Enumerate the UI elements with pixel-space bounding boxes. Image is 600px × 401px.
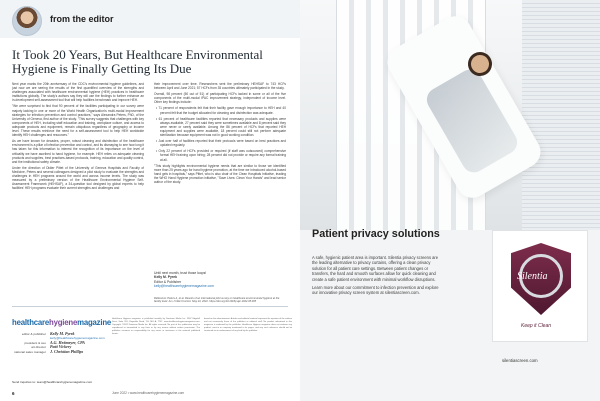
silentia-logo [492,230,588,342]
finding-text: 71 percent of respondents felt that their facility gave enough importance to HEH and 40 percent felt that the budget allocated for cleaning and disinfection was adequate. [158,106,286,115]
finding-bullet: • 61 percent of healthcare facilities reported that necessary products and supplies were always available, 27 percent said they were sometimes available and 8 percent said they were never or rarely available. Among the 86 percent of HCFs that reported HEH equipment and supplies were available, 18 percent could still not perform adequate sterilization because equipment was not in good working condition. [156,116,286,138]
staff-role: editor & publisher [21,332,46,336]
advertiser-url-link[interactable]: silentiascreen.com [502,358,538,363]
ad-headline: Patient privacy solutions [312,228,440,240]
staff-name: Patti Vickery [50,344,72,350]
logo-wordmark: Silentia [517,271,548,282]
editor-email-link[interactable]: kelly@healthcarehygienemagazine.com [154,284,214,289]
body-paragraph: Under the direction of Didier Pittet of the University of Geneva Hospitals and Faculty of Medicine, Peters and several colleagues designed a pilot study to evaluate the strengths and challenges in HEH programs around the world and across income levels. The study was measured by a preliminary version of the Healthcare Environmental Hygiene Self-Assessment Framework (HEHSAF), a 34-question tool designed by global experts to help facilities' HEH programs evaluate their current strengths and challenges and [12,165,144,191]
window-blinds [522,0,600,230]
finding-text: Just over half of facilities reported that their protocols were based on best practices and updated regularly. [158,139,286,148]
staff-name: J. Christian Phillips [50,348,84,354]
staff-role: president & ceo [24,340,46,345]
disclaimer-fine-print: based on the advertisement. Articles and editorial material represent the opinions of the authors and not necessarily those of the publisher or editorial staff. No product advertised in this magazine is endorsed by the publisher. Healthcare Hygiene magazine does not endorse any product, service or company mentioned in its pages, and any such reference should not be construed as an endorsement of any kind by the publisher. [204,318,292,332]
logo-suffix: magazine [77,318,112,327]
staff-name: Kelly M. Pyrek [50,331,75,336]
article-reference: Reference: Peters A, et al. Results of an international pilot survey on healthcare environmental hygiene at the facility level. Am J Infect Control. May 24, 2022. https://doi.org/10.1016/j.ajic.2022.05.005 [154,297,280,304]
article-column-1 [12,82,144,192]
finding-bullet: • Just over half of facilities reported that their protocols were based on best practices and updated regularly. [156,139,286,148]
finding-bullet: • Only 22 percent of HCFs provided or required (if staff was outsourced) comprehensive formal HEH training upon hiring; 28 percent did not provide or require any formal training at all. [156,149,286,162]
body-paragraph: their improvement over time. Researchers sent the preliminary HEHSAF to 743 HCFs between April and June 2021; 57 HCFs from 35 countries ultimately participated in the study. [154,82,286,91]
body-paragraph: "We were surprised to find that 90 percent of the facilities participating in our survey were majorly lacking in one or more of the World Health Organization's multi-modal improvement strategies for infection prevention and control practices," says Alexandra Peters, PhD, of the University of Geneva, first author of the study. "This survey suggests that challenges with key components of HEH, including staff education and training, workplace culture, and access to adequate products and equipment, remain ubiquitous regardless of geography or income level. These results reinforce the need for a self-assessment tool to help HEH worldwide identify HEH challenges and resources." [12,104,144,138]
body-paragraph: Next year marks the 20th anniversary of the CDC's environmental hygiene guidelines, and just now we are seeing the results of the first quantified overview of the strengths and challenges associated with healthcare environmental hygiene (HEH) practices in healthcare institutions globally. The study's authors say they will use the findings to further enhance an in-development self-assessment tool that will help facilities benchmark and improve HEH. [12,82,144,103]
editor-signoff [154,271,286,289]
finding-bullet: • 71 percent of respondents felt that their facility gave enough importance to HEH and 40 percent felt that the budget allocated for cleaning and disinfection was adequate. [156,106,286,115]
ad-paragraph: A safe, hygienic patient area is important. Silentia privacy screens are the leading alternative to privacy curtains, offering a clean privacy solution for all patient care settings. Between patient changes or transfers, the hard and smooth surfaces allow for quick cleaning and create a safe patient environment with minimal workflow disruptions. [312,255,439,282]
body-paragraph: "This study highlights environmental hygiene needs that are similar to those we identified more than 25 years ago for hand hygiene promotion, at the time we introduced alcohol-based hand gels in hospitals," says Pittet, who is also chair of the Clean Hospitals Initiative, leading the WHO Hand Hygiene promotion initiative, "Save Lives: Clean Your Hands" and lead senior author of the study. [154,163,286,184]
publisher-fine-print: Healthcare Hygiene magazine is published monthly by Dominion Media Inc. 2807 Edgehill Drive, Suite 201, Reynolds Road, T.H. M.D.A. 7707. www.healthcarehygienemagazine.com. Copyright ©2022 Dominion Media Inc. All rights reserved. No part of this publication may be reproduced or transmitted in any form or by any means without written permission. The publisher assumes no responsibility for any errors or omissions in the material published herein. [112,318,200,335]
body-paragraph: Overall, 98 percent (50 out of 51) of participating HCFs lacked in some or all of the five components of the multi-modal IPAC improvement strategy, independent of income level. Other key findings include: [154,92,286,105]
editor-role: Editor & Publisher [154,279,182,284]
editor-header [0,0,300,38]
article-column-2 [154,82,286,186]
reprints-line: Send inquiries to: team@healthcarehygienemagazine.com [12,380,93,384]
staff-role: art director [31,345,46,350]
editor-name: Kelly M. Pyrek [154,275,177,280]
staff-name: A.G. Heitmeyer, CPA [50,339,85,345]
hospital-room-photo [300,0,600,230]
page-footer: June 2022 • www.healthcarehygienemagazine.com [112,391,185,395]
staff-role: national sales manager [14,349,46,354]
body-paragraph: As we have known for decades, proper, robust cleaning and disinfection of the healthcare environment is a pillar of infection prevention and control, and its dismaying to see how long it has taken for this information to interest the recognition of its importance on the level of criticality we have ascribed to hand hygiene, for example. HEH relies on adequate cleaning products and supplies, best practices-based protocols, training, education and quality control, and the institutional safety climate. [12,139,144,164]
signoff-line: Until next month, trust those loops! [154,271,207,275]
finding-text: 61 percent of healthcare facilities reported that necessary products and supplies were always available, 27 percent said they were sometimes available and 8 percent said they were never or rarely available. Among the 86 percent of HCFs that reported HEH equipment and supplies were available, 18 percent could still not perform adequate sterilization because equipment was not in good working condition. [158,116,286,138]
staff-email-link[interactable]: kelly@healthcarehygienemagazine.com [50,336,105,341]
logo-tagline: Keep it Clean [521,323,552,329]
logo-middle: hygiene [49,318,78,327]
ad-copy [312,255,442,299]
editor-avatar [12,6,42,36]
page-number: 6 [12,391,15,396]
staff-row [12,350,112,354]
ad-paragraph: Learn more about our commitment to infection prevention and explore our innovative privacy screen system at silentiascreen.com. [312,285,439,296]
section-divider [12,306,288,307]
logo-prefix: healthcare [12,318,50,327]
magazine-logo [12,318,112,327]
editor-kicker: from the editor [50,14,114,24]
advertisement-page [300,0,600,401]
article-title: It Took 20 Years, But Healthcare Environmental Hygiene is Finally Getting Its Due [12,47,263,76]
staff-list [12,332,112,354]
finding-text: Only 22 percent of HCFs provided or required (if staff was outsourced) comprehensive formal HEH training upon hiring; 28 percent did not provide or require any formal training at all. [158,149,286,162]
